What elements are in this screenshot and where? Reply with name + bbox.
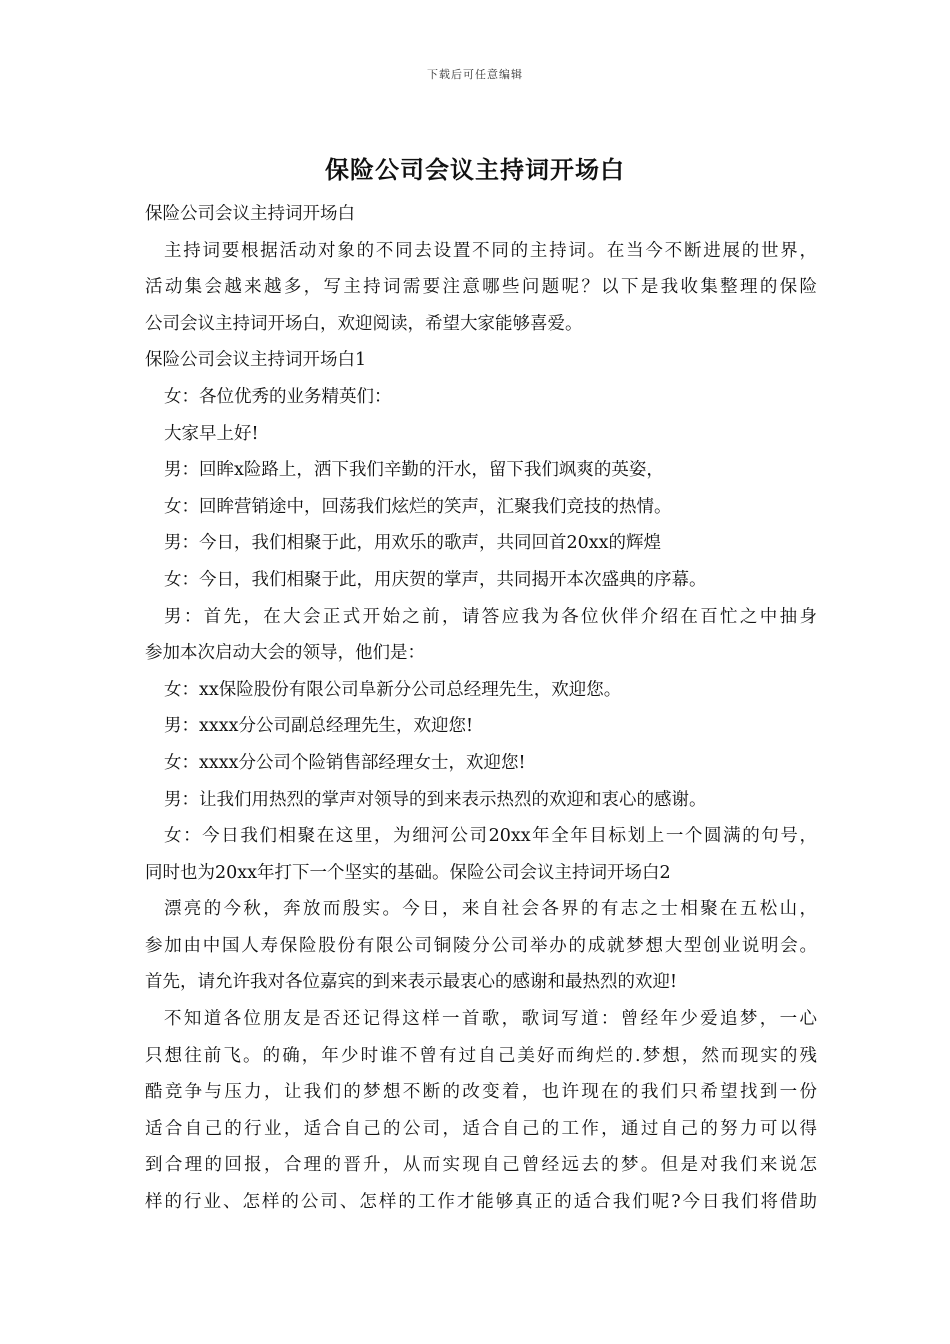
- body-line: 只想往前飞。的确，年少时谁不曾有过自己美好而绚烂的.梦想，然而现实的残: [145, 1045, 817, 1066]
- document-title: 保险公司会议主持词开场白: [325, 156, 625, 184]
- body-line: 漂亮的今秋，奔放而殷实。今日，来自社会各界的有志之士相聚在五松山，: [164, 899, 817, 920]
- body-line: 男：让我们用热烈的掌声对领导的到来表示热烈的欢迎和衷心的感谢。: [164, 789, 707, 810]
- body-line: 保险公司会议主持词开场白: [145, 204, 355, 224]
- body-line: 适合自己的行业，适合自己的公司，适合自己的工作，通过自己的努力可以得: [145, 1118, 817, 1139]
- body-line: 女：各位优秀的业务精英们：: [164, 386, 392, 407]
- body-line: 同时也为20xx年打下一个坚实的基础。保险公司会议主持词开场白2: [145, 862, 671, 883]
- body-line: 男：回眸x险路上，洒下我们辛勤的汗水，留下我们飒爽的英姿，: [164, 460, 664, 481]
- header-note: 下载后可任意编辑: [427, 68, 523, 81]
- body-line: 男：xxxx分公司副总经理先生，欢迎您!: [164, 716, 474, 737]
- body-line: 女：回眸营销途中，回荡我们炫烂的笑声，汇聚我们竞技的热情。: [164, 496, 672, 517]
- body-line: 参加本次启动大会的领导，他们是：: [145, 643, 425, 664]
- body-line: 样的行业、怎样的公司、怎样的工作才能够真正的适合我们呢?今日我们将借助: [145, 1192, 817, 1213]
- body-line: 大家早上好!: [164, 423, 259, 444]
- body-line: 女：今日我们相聚在这里，为细河公司20xx年全年目标划上一个圆满的句号，: [164, 826, 817, 847]
- body-line: 参加由中国人寿保险股份有限公司铜陵分公司举办的成就梦想大型创业说明会。: [145, 935, 817, 956]
- body-line: 男：首先，在大会正式开始之前，请答应我为各位伙伴介绍在百忙之中抽身: [164, 606, 817, 627]
- body-line: 男：今日，我们相聚于此，用欢乐的歌声，共同回首20xx的辉煌: [164, 533, 662, 554]
- body-line: 到合理的回报，合理的晋升，从而实现自己曾经远去的梦。但是对我们来说怎: [145, 1155, 817, 1176]
- body-line: 公司会议主持词开场白，欢迎阅读，希望大家能够喜爱。: [145, 313, 583, 334]
- body-line: 女：xx保险股份有限公司阜新分公司总经理先生，欢迎您。: [164, 679, 622, 700]
- body-line: 主持词要根据活动对象的不同去设置不同的主持词。在当今不断进展的世界，: [164, 240, 817, 261]
- body-line: 女：xxxx分公司个险销售部经理女士，欢迎您!: [164, 752, 526, 773]
- body-line: 保险公司会议主持词开场白1: [145, 350, 367, 371]
- body-line: 酷竞争与压力，让我们的梦想不断的改变着，也许现在的我们只希望找到一份: [145, 1082, 817, 1103]
- body-line: 女：今日，我们相聚于此，用庆贺的掌声，共同揭开本次盛典的序幕。: [164, 569, 707, 590]
- document-body: [145, 196, 817, 1221]
- body-line: 活动集会越来越多，写主持词需要注意哪些问题呢？以下是我收集整理的保险: [145, 277, 817, 298]
- body-line: 不知道各位朋友是否还记得这样一首歌，歌词写道：曾经年少爱追梦，一心: [164, 1009, 817, 1030]
- body-line: 首先，请允许我对各位嘉宾的到来表示最衷心的感谢和最热烈的欢迎!: [145, 972, 678, 993]
